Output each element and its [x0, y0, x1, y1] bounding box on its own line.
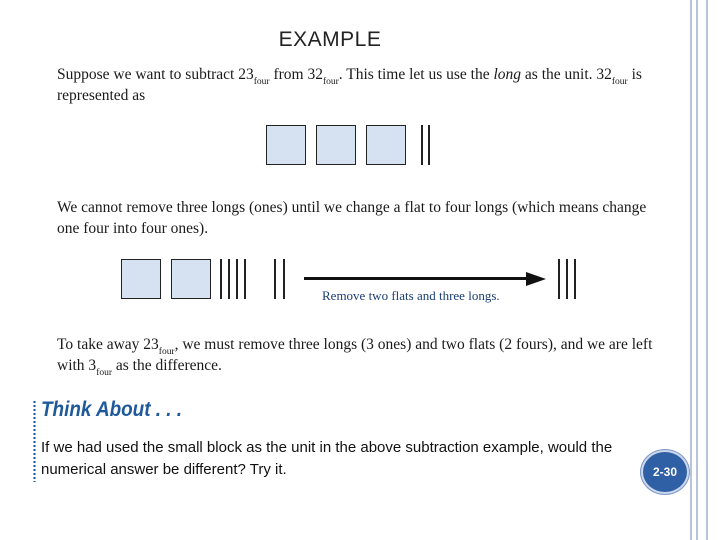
think-about-question: If we had used the small block as the unit in the above subtraction example, would the numerical answer be different? Try it.: [41, 439, 613, 478]
think-about-heading: Think About . . .: [41, 398, 183, 421]
text: as the unit. 32: [521, 66, 612, 83]
arrow-right-icon: [526, 272, 546, 286]
text: To take away 23: [57, 336, 159, 353]
long-block: [220, 259, 222, 299]
text: , we must remove three longs (3 ones) and two flats (2 fours), and we are left with 3: [57, 336, 653, 374]
arrow-caption: Remove two flats and three longs.: [322, 288, 500, 303]
long-block: [228, 259, 230, 299]
subscript: four: [322, 77, 339, 87]
paragraph-conclusion: [57, 334, 657, 376]
slide-frame-line: [706, 0, 708, 540]
flat-block: [171, 259, 211, 299]
long-block: [421, 125, 423, 165]
flat-block: [121, 259, 161, 299]
long-block: [236, 259, 238, 299]
slide-frame-line: [690, 0, 692, 540]
slide-title: EXAMPLE: [278, 28, 382, 51]
text: Suppose we want to subtract 23: [57, 66, 254, 83]
text: from 32: [269, 66, 323, 83]
long-block: [428, 125, 430, 165]
paragraph-regroup: We cannot remove three longs (ones) until we change a flat to four longs (which means change one four into four ones).: [57, 199, 647, 237]
long-block: [558, 259, 560, 299]
subscript: four: [611, 77, 628, 87]
slide-frame-line: [696, 0, 698, 540]
long-block: [574, 259, 576, 299]
subscript: four: [158, 347, 175, 357]
long-block: [244, 259, 246, 299]
text: as the difference.: [112, 357, 222, 374]
page-number-badge: 2-30: [641, 450, 689, 494]
text: is represented as: [57, 66, 642, 104]
flat-block: [366, 125, 406, 165]
text: . This time let us use the: [338, 66, 494, 83]
think-about-dotted-rule: [33, 400, 36, 482]
arrow-shaft: [304, 277, 528, 280]
paragraph-intro: [57, 64, 657, 106]
emphasis: long: [493, 66, 522, 83]
long-block: [274, 259, 276, 299]
long-block: [566, 259, 568, 299]
subscript: four: [96, 368, 113, 378]
flat-block: [316, 125, 356, 165]
flat-block: [266, 125, 306, 165]
long-block: [283, 259, 285, 299]
subscript: four: [253, 77, 270, 87]
